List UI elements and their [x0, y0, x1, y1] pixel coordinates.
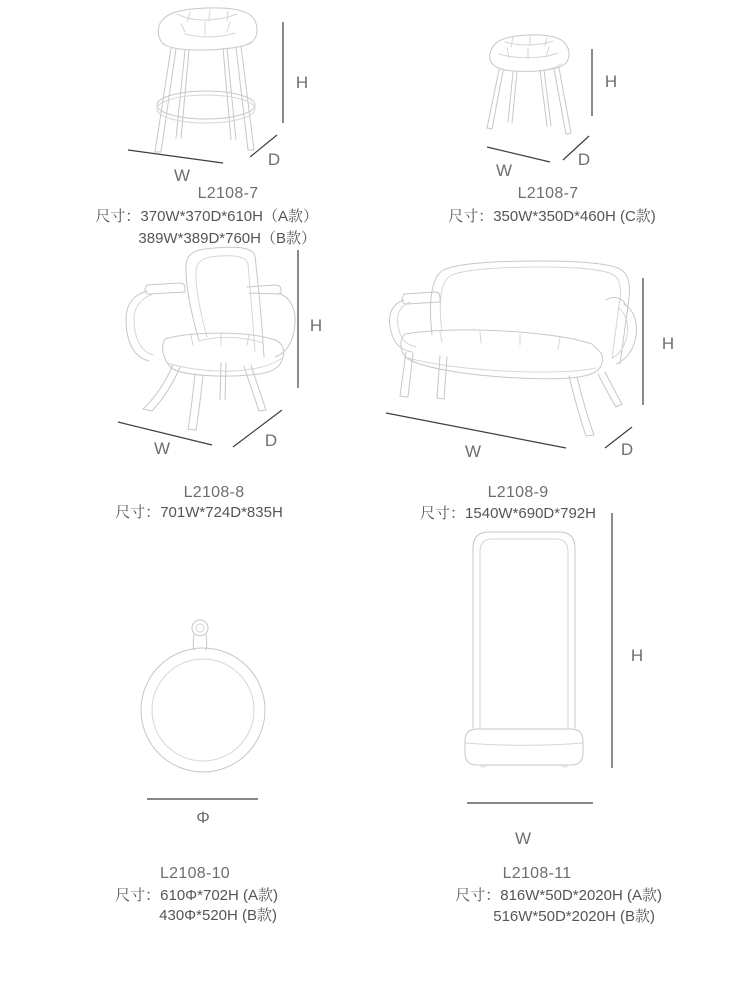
round-mirror-sketch — [141, 620, 265, 772]
depth-label: D — [577, 150, 591, 169]
size-spec: 尺寸：350W*350D*460H (C款) — [448, 208, 656, 225]
model-number: L2108-10 — [159, 865, 231, 882]
low-stool-sketch — [487, 35, 571, 134]
width-label: W — [464, 442, 482, 461]
size-spec: 430Φ*520H (B款) — [159, 907, 277, 924]
width-dimension-line — [128, 150, 223, 163]
sofa-sketch — [390, 261, 637, 436]
model-number: L2108-7 — [197, 185, 259, 202]
size-spec: 尺寸：816W*50D*2020H (A款) — [455, 887, 662, 904]
size-spec: 389W*389D*760H（B款） — [138, 230, 316, 247]
model-number: L2108-11 — [502, 865, 572, 882]
size-spec: 尺寸：1540W*690D*792H — [420, 505, 596, 522]
round-mirror-drawing — [120, 612, 290, 827]
size-spec: 516W*50D*2020H (B款) — [493, 908, 655, 925]
width-label: W — [495, 161, 513, 180]
armchair-drawing — [95, 243, 335, 458]
bar-stool-sketch — [155, 8, 257, 152]
size-spec: 尺寸：610Φ*702H (A款) — [115, 887, 278, 904]
depth-label: D — [620, 440, 634, 459]
width-label: W — [514, 829, 532, 848]
size-spec: 尺寸：701W*724D*835H — [115, 504, 283, 521]
width-label: W — [173, 166, 191, 185]
model-number: L2108-8 — [183, 484, 245, 501]
height-label: H — [295, 73, 309, 92]
model-number: L2108-9 — [487, 484, 549, 501]
standing-mirror-sketch — [465, 532, 583, 767]
height-label: H — [604, 72, 618, 91]
width-label: W — [153, 439, 171, 458]
low-stool-drawing — [425, 28, 635, 180]
height-label: H — [661, 334, 675, 353]
size-spec: 尺寸：370W*370D*610H（A款） — [95, 208, 318, 225]
height-label: H — [630, 646, 644, 665]
armchair-sketch — [126, 247, 295, 430]
model-number: L2108-7 — [517, 185, 579, 202]
bar-stool-drawing — [115, 2, 345, 188]
sofa-drawing — [380, 250, 680, 462]
height-label: H — [309, 316, 323, 335]
width-dimension-line — [487, 147, 550, 162]
depth-label: D — [264, 431, 278, 450]
depth-label: D — [267, 150, 281, 169]
diameter-label: Φ — [196, 808, 210, 827]
standing-mirror-drawing — [450, 500, 670, 850]
